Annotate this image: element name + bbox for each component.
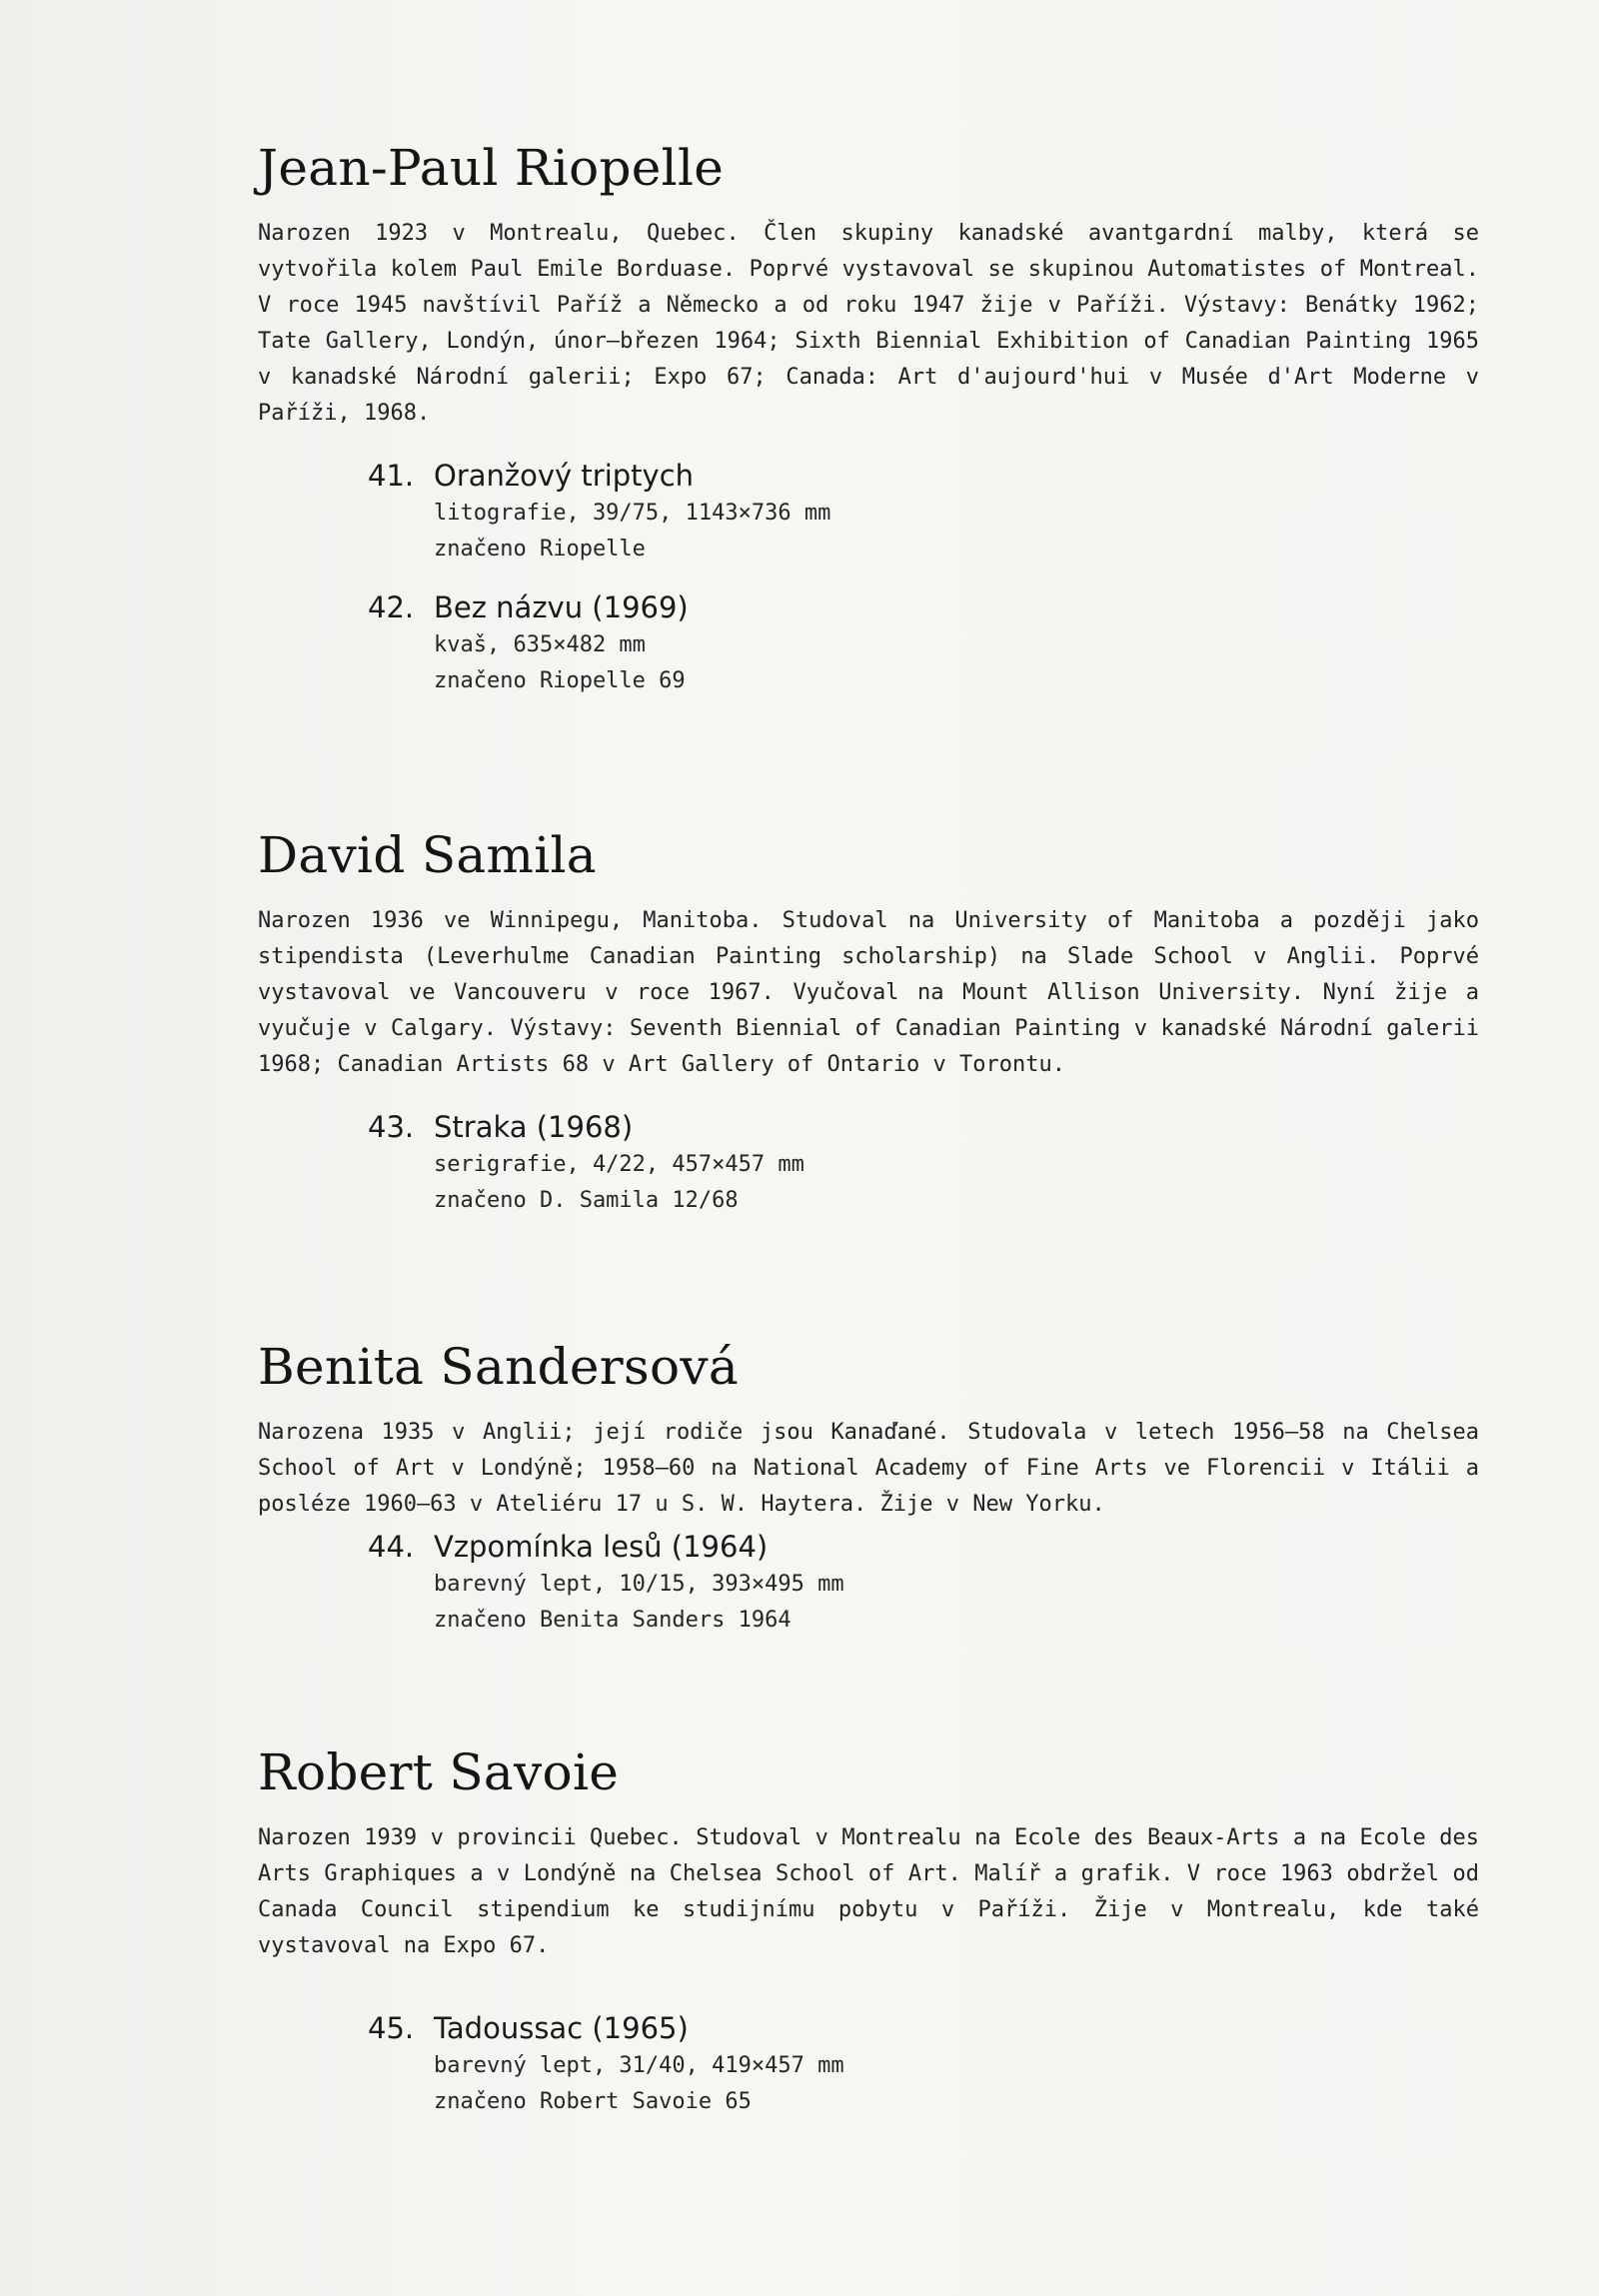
work-item — [368, 1527, 1479, 1639]
work-number: 41. — [368, 459, 415, 493]
work-medium: kvaš, 635×482 mm — [434, 632, 646, 657]
work-signature: značeno D. Samila 12/68 — [434, 1188, 739, 1213]
work-medium: barevný lept, 31/40, 419×457 mm — [434, 2053, 844, 2078]
works-list — [368, 456, 1479, 699]
artist-bio: Narozen 1939 v provincii Quebec. Studoval v Montrealu na Ecole des Beaux-Arts a na Ecole des Arts Graphiques a v Londýně na Chelsea School of Art. Malíř a grafik. V roce 1963 obdržel od Canada Council stipendium ke studijnímu pobytu v Paříži. Žije v Montrealu, kde také vystavoval na Expo 67. — [258, 1825, 1479, 1958]
artist-name: Benita Sandersová — [258, 1338, 740, 1396]
work-title: Vzpomínka lesů (1964) — [434, 1530, 769, 1564]
work-item — [368, 587, 1479, 699]
work-signature: značeno Benita Sanders 1964 — [434, 1608, 792, 1633]
work-number: 44. — [368, 1530, 415, 1564]
work-item — [368, 456, 1479, 568]
artist-name: David Samila — [258, 826, 597, 884]
work-heading — [368, 1527, 1479, 1567]
work-number: 42. — [368, 590, 415, 624]
work-medium: litografie, 39/75, 1143×736 mm — [434, 501, 831, 526]
artist-bio: Narozena 1935 v Anglii; její rodiče jsou Kanaďané. Studovala v letech 1956—58 na Chelsea School of Art v Londýně; 1958—60 na National Academy of Fine Arts ve Florencii v Itálii a posléze 1960—63 v Ateliéru 17 u S. W. Haytera. Žije v New Yorku. — [258, 1420, 1479, 1517]
work-title: Oranžový triptych — [434, 459, 695, 493]
work-title: Straka (1968) — [434, 1110, 634, 1144]
work-title: Bez názvu (1969) — [434, 590, 689, 624]
artist-section-sanders — [258, 1337, 1479, 1639]
work-heading — [368, 587, 1479, 627]
work-item — [368, 2008, 1479, 2120]
work-heading — [368, 2008, 1479, 2048]
artist-bio: Narozen 1923 v Montrealu, Quebec. Člen skupiny kanadské avantgardní malby, která se vytvořila kolem Paul Emile Borduase. Poprvé vystavoval se skupinou Automatistes of Montreal. V roce 1945 navštívil Paříž a Německo a od roku 1947 žije v Paříži. Výstavy: Benátky 1962; Tate Gallery, Londýn, únor—březen 1964; Sixth Biennial Exhibition of Canadian Painting 1965 v kanadské Národní galerii; Expo 67; Canada: Art d'aujourd'hui v Musée d'Art Moderne v Paříži, 1968. — [258, 221, 1479, 426]
work-item — [368, 1107, 1479, 1219]
work-signature: značeno Robert Savoie 65 — [434, 2089, 752, 2114]
work-heading — [368, 456, 1479, 496]
work-title: Tadoussac (1965) — [434, 2011, 689, 2045]
work-medium: serigrafie, 4/22, 457×457 mm — [434, 1152, 804, 1177]
artist-name: Robert Savoie — [258, 1743, 620, 1801]
work-number: 43. — [368, 1110, 415, 1144]
works-list — [368, 1527, 1479, 1639]
artist-section-savoie — [258, 1742, 1479, 2120]
work-number: 45. — [368, 2011, 415, 2045]
work-medium: barevný lept, 10/15, 393×495 mm — [434, 1572, 844, 1597]
works-list — [368, 1107, 1479, 1219]
artist-name: Jean-Paul Riopelle — [258, 139, 725, 197]
work-signature: značeno Riopelle — [434, 537, 646, 562]
artist-bio: Narozen 1936 ve Winnipegu, Manitoba. Studoval na University of Manitoba a později jako stipendista (Leverhulme Canadian Painting scholarship) na Slade School v Anglii. Poprvé vystavoval ve Vancouveru v roce 1967. Vyučoval na Mount Allison University. Nyní žije a vyučuje v Calgary. Výstavy: Seventh Biennial of Canadian Painting v kanadské Národní galerii 1968; Canadian Artists 68 v Art Gallery of Ontario v Torontu. — [258, 908, 1479, 1077]
work-heading — [368, 1107, 1479, 1147]
work-signature: značeno Riopelle 69 — [434, 668, 686, 693]
works-list — [368, 2008, 1479, 2120]
artist-section-riopelle — [258, 138, 1479, 699]
artist-section-samila — [258, 825, 1479, 1219]
